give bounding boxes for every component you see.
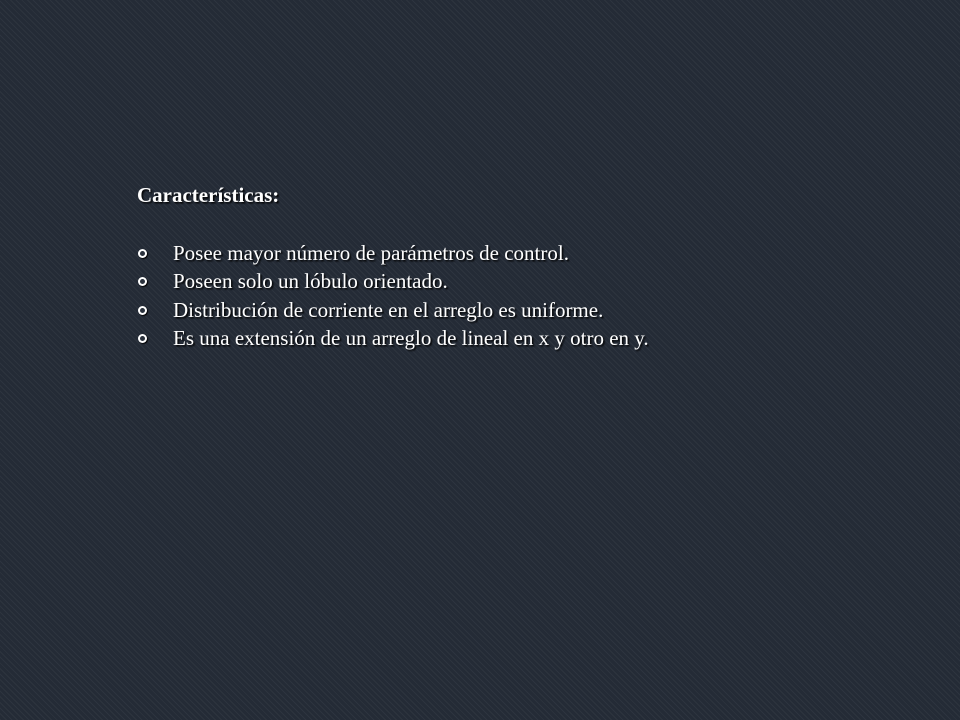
- slide-text-block: [137, 181, 656, 353]
- bullet-icon: [138, 334, 147, 343]
- bullet-icon: [138, 277, 147, 286]
- bullet-item: [137, 239, 656, 268]
- bullet-item: [137, 324, 656, 353]
- bullet-text: Distribución de corriente en el arreglo es uniforme.: [173, 297, 604, 322]
- bullet-icon: [138, 249, 147, 258]
- bullet-item: [137, 267, 656, 296]
- bullet-list: [137, 239, 656, 353]
- slide-heading: Características:: [137, 183, 280, 207]
- bullet-icon: [138, 306, 147, 315]
- bullet-text: Posee mayor número de parámetros de control.: [173, 240, 569, 265]
- bullet-text: Poseen solo un lóbulo orientado.: [173, 269, 448, 293]
- bullet-item: [137, 296, 656, 325]
- bullet-text: Es una extensión de un arreglo de lineal en x y otro en y.: [173, 326, 649, 350]
